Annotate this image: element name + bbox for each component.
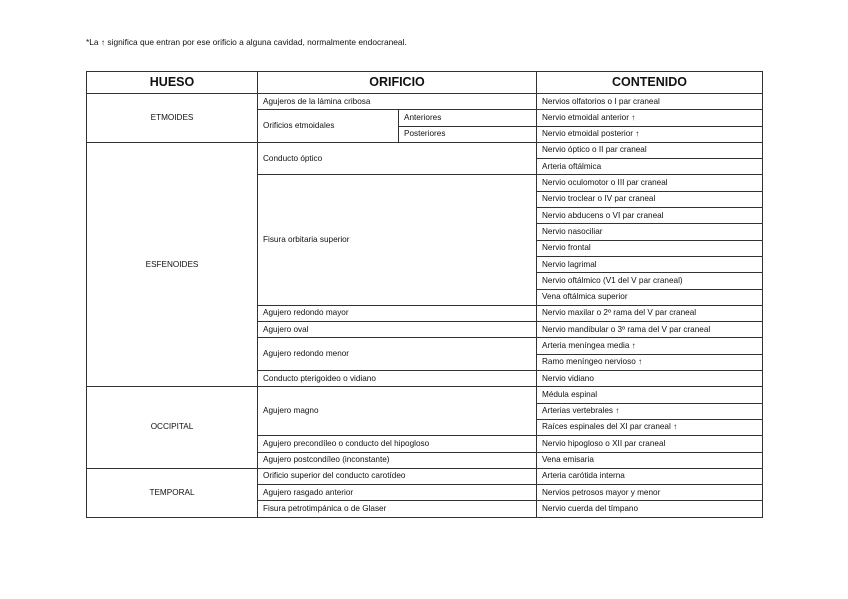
- header-orificio: ORIFICIO: [258, 72, 537, 94]
- content-cell: Arteria meníngea media ↑: [537, 338, 763, 354]
- foramen-cell: Fisura orbitaria superior: [258, 175, 537, 305]
- table-row: [87, 94, 763, 110]
- foramen-cell: Orificios etmoidales: [258, 110, 399, 143]
- content-cell: Nervios olfatorios o I par craneal: [537, 94, 763, 110]
- content-cell: Vena emisaria: [537, 452, 763, 468]
- content-cell: Nervio frontal: [537, 240, 763, 256]
- sub-foramen-cell: Anteriores: [399, 110, 537, 126]
- content-cell: Nervio oculomotor o III par craneal: [537, 175, 763, 191]
- table-row: [87, 468, 763, 484]
- content-cell: Nervios petrosos mayor y menor: [537, 485, 763, 501]
- foramen-cell: Agujero redondo mayor: [258, 305, 537, 321]
- foramen-cell: Agujero magno: [258, 387, 537, 436]
- foramen-cell: Orificio superior del conducto carotídeo: [258, 468, 537, 484]
- content-cell: Nervio cuerda del tímpano: [537, 501, 763, 517]
- content-cell: Nervio troclear o IV par craneal: [537, 191, 763, 207]
- content-cell: Nervio abducens o VI par craneal: [537, 208, 763, 224]
- content-cell: Vena oftálmica superior: [537, 289, 763, 305]
- foramen-cell: Agujero redondo menor: [258, 338, 537, 371]
- foramen-cell: Conducto óptico: [258, 142, 537, 175]
- foramen-cell: Conducto pterigoideo o vidiano: [258, 371, 537, 387]
- content-cell: Nervio vidiano: [537, 371, 763, 387]
- header-row: [87, 72, 763, 94]
- content-cell: Arterias vertebrales ↑: [537, 403, 763, 419]
- content-cell: Nervio lagrimal: [537, 256, 763, 272]
- content-cell: Raíces espinales del XI par craneal ↑: [537, 419, 763, 435]
- foramen-cell: Agujero precondíleo o conducto del hipogloso: [258, 436, 537, 452]
- foramina-table: [86, 71, 763, 518]
- content-cell: Nervio etmoidal posterior ↑: [537, 126, 763, 142]
- content-cell: Nervio nasociliar: [537, 224, 763, 240]
- content-cell: Nervio óptico o II par craneal: [537, 142, 763, 158]
- foramen-cell: Fisura petrotimpánica o de Glaser: [258, 501, 537, 517]
- sub-foramen-cell: Posteriores: [399, 126, 537, 142]
- header-hueso: HUESO: [87, 72, 258, 94]
- content-cell: Nervio mandibular o 3º rama del V par craneal: [537, 322, 763, 338]
- content-cell: Nervio oftálmico (V1 del V par craneal): [537, 273, 763, 289]
- bone-esfenoides: ESFENOIDES: [87, 142, 258, 386]
- content-cell: Nervio maxilar o 2º rama del V par craneal: [537, 305, 763, 321]
- content-cell: Nervio hipogloso o XII par craneal: [537, 436, 763, 452]
- foramen-cell: Agujero postcondíleo (inconstante): [258, 452, 537, 468]
- bone-temporal: TEMPORAL: [87, 468, 258, 517]
- footnote: *La ↑ significa que entran por ese orificio a alguna cavidad, normalmente endocraneal.: [86, 37, 407, 47]
- foramen-cell: Agujero oval: [258, 322, 537, 338]
- content-cell: Nervio etmoidal anterior ↑: [537, 110, 763, 126]
- content-cell: Ramo meníngeo nervioso ↑: [537, 354, 763, 370]
- content-cell: Arteria oftálmica: [537, 159, 763, 175]
- header-contenido: CONTENIDO: [537, 72, 763, 94]
- bone-occipital: OCCIPITAL: [87, 387, 258, 468]
- bone-etmoides: ETMOIDES: [87, 94, 258, 143]
- table-row: [87, 387, 763, 403]
- foramen-cell: Agujero rasgado anterior: [258, 485, 537, 501]
- foramen-cell: Agujeros de la lámina cribosa: [258, 94, 537, 110]
- content-cell: Arteria carótida interna: [537, 468, 763, 484]
- content-cell: Médula espinal: [537, 387, 763, 403]
- table-row: [87, 142, 763, 158]
